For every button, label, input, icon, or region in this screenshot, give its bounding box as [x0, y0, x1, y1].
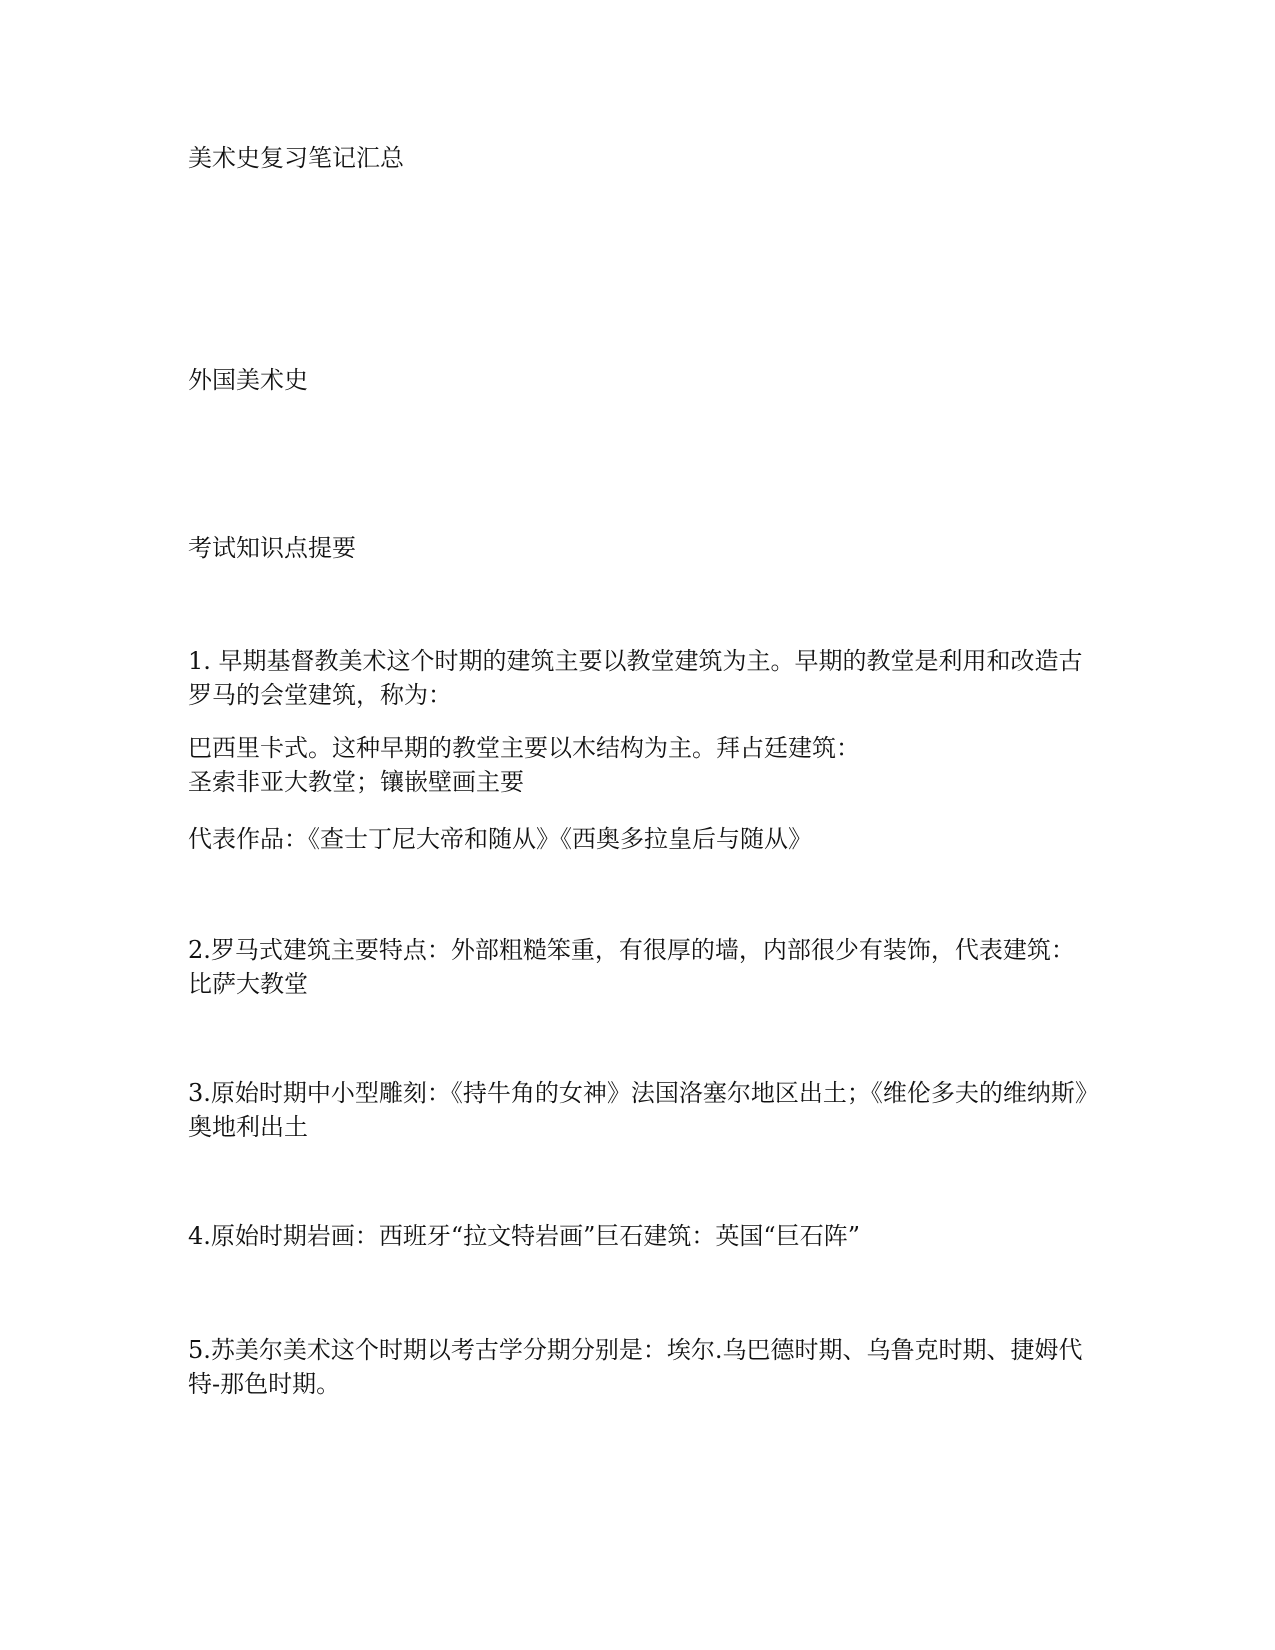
paragraph-1b — [188, 731, 1098, 799]
paragraph-1b-part4: 圣索非亚大教堂 — [188, 768, 356, 796]
paragraph-1b-part5: ；镶嵌壁画 — [356, 768, 476, 796]
paragraph-2-number: 2. — [188, 936, 211, 964]
paragraph-3: 3.原始时期中小型雕刻：《持牛角的女神》法国洛塞尔地区出土；《维伦多夫的维纳斯》奥地利出土 — [188, 1079, 1087, 1141]
paragraph-1c: 代表作品：《查士丁尼大帝和随从》《西奥多拉皇后与随从》 — [188, 825, 812, 853]
paragraph-4: 4.原始时期岩画：西班牙“拉文特岩画”巨石建筑：英国“巨石阵” — [188, 1222, 860, 1250]
document-title: 美术史复习笔记汇总 — [188, 144, 404, 172]
paragraph-1b-part3: 拜占廷建筑： — [716, 734, 860, 762]
paragraph-1b-part1: 巴西里卡式。这种早期的教堂 — [188, 734, 500, 762]
paragraph-5: 5.苏美尔美术这个时期以考古学分期分别是：埃尔.乌巴德时期、乌鲁克时期、捷姆代特-那色时期。 — [188, 1336, 1083, 1398]
paragraph-1b-part6: 主要 — [476, 768, 524, 796]
paragraph-2-text: 罗马式建筑主要特点：外部粗糙笨重，有很厚的墙，内部很少有装饰，代表建筑：比萨大教堂 — [188, 936, 1075, 998]
paragraph-1: 1. 早期基督教美术这个时期的建筑主要以教堂建筑为主。早期的教堂是利用和改造古罗马的会堂建筑，称为： — [188, 647, 1083, 709]
paragraph-2 — [188, 933, 1098, 1001]
paragraph-1b-part2: 主要以木结构为主。 — [500, 734, 716, 762]
section-heading: 外国美术史 — [188, 366, 308, 394]
subsection-heading: 考试知识点提要 — [188, 534, 356, 562]
